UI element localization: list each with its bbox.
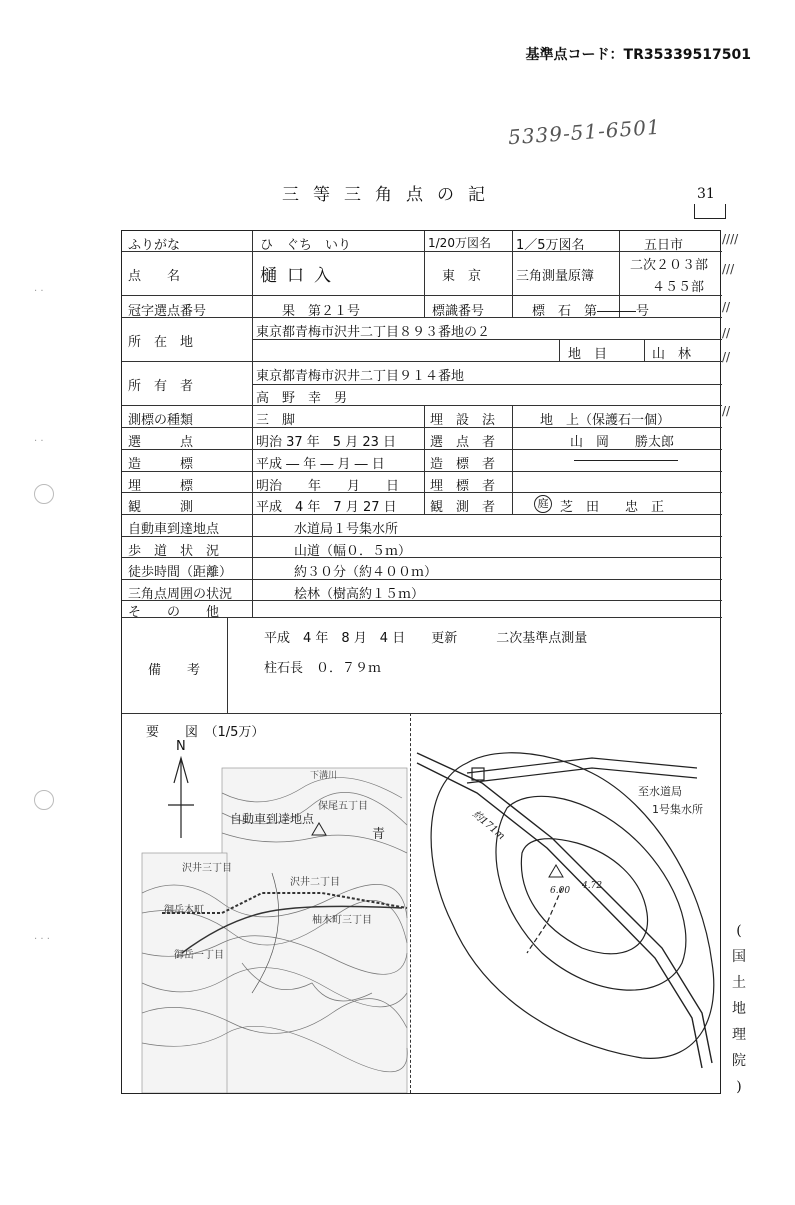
detail-label-station: 1号集水所 [652, 803, 703, 816]
marker-no-value: 標 石 第―――号 [532, 304, 650, 319]
check-mark: // [722, 326, 731, 340]
margin-dots: · · · [34, 934, 50, 945]
built-date: 平成 ― 年 ― 月 ― 日 [256, 457, 385, 472]
survey-book-value-1: 二次２０３部 [630, 258, 709, 273]
map-200k-label: 1/20万図名 [428, 236, 491, 250]
owner-label: 所 有 者 [128, 379, 194, 394]
remarks-line-1: 平成 4 年 8 月 4 日 更新 二次基準点測量 [264, 631, 588, 646]
walk-time-label: 徒歩時間（距離） [128, 565, 233, 580]
buried-label: 埋 標 [128, 479, 194, 494]
surroundings-label: 三角点周囲の状況 [128, 587, 233, 602]
punch-hole [34, 790, 54, 810]
point-name-label: 点 名 [128, 269, 181, 284]
north-label: N [176, 739, 186, 754]
page-number-bracket [694, 204, 726, 219]
map-car-point-label: 自動車到達地点 [230, 812, 315, 826]
map-label-yugi: 柚木町三丁目 [312, 915, 372, 926]
remarks-label: 備 考 [148, 663, 201, 678]
burier-label: 埋 標 者 [430, 479, 496, 494]
detail-label-600: 6.00 [550, 886, 571, 896]
map-label-mitake-honcho: 御岳本町 [164, 905, 204, 916]
selected-date: 明治 37 年 5 月 23 日 [256, 435, 397, 450]
sketch-label: 要 図 （1/5万） [146, 725, 265, 740]
built-label: 造 標 [128, 457, 194, 472]
check-mark: // [722, 404, 731, 418]
margin-dots: · · [34, 436, 44, 447]
margin-dots: · · [34, 286, 44, 297]
owner-name: 高 野 幸 男 [256, 391, 348, 406]
check-mark: // [722, 300, 731, 314]
builder-label: 造 標 者 [430, 457, 496, 472]
kanji-no-value: 果 第２１号 [282, 304, 361, 319]
path-label: 歩 道 状 況 [128, 544, 220, 559]
check-mark: // [722, 350, 731, 364]
gsi-vertical-text: ( 国 土 地 理 院 ) [732, 923, 746, 1095]
map-label-mitake1: 御岳一丁目 [174, 950, 224, 961]
beacon-type-value: 三 脚 [256, 413, 296, 428]
handwritten-number: 5339-51-6501 [507, 114, 662, 150]
other-label: そ の 他 [128, 605, 220, 620]
map-label-sawai3: 沢井三丁目 [182, 863, 232, 874]
map-label-ao: 青 [372, 827, 386, 842]
detail-label-distance: 約171m [470, 808, 507, 843]
land-category-label: 地 目 [568, 347, 608, 362]
kanji-no-label: 冠字選点番号 [128, 304, 207, 319]
buried-date: 明治 年 月 日 [256, 479, 400, 494]
beacon-type-label: 測標の種類 [128, 413, 194, 428]
detail-sketch [417, 753, 714, 1068]
map-50k-label: 1／5万図名 [516, 238, 585, 253]
map-label-hoo: 保尾五丁目 [318, 801, 368, 812]
selected-label: 選 点 [128, 435, 194, 450]
reference-point-code: 基準点コード：TR35339517501 [525, 47, 751, 63]
burial-method-label: 埋 設 法 [430, 413, 496, 428]
punch-hole [34, 484, 54, 504]
burial-method-value: 地 上（保護石一個） [540, 413, 671, 428]
point-name-value: 樋口入 [260, 266, 341, 286]
car-point-value: 水道局１号集水所 [294, 522, 399, 537]
detail-triangulation-icon [549, 865, 563, 877]
map-200k-value: 東 京 [442, 269, 482, 284]
furigana-value: ひ ぐち いり [260, 238, 352, 253]
selector-label: 選 点 者 [430, 435, 496, 450]
survey-book-value-2: ４５５部 [652, 280, 705, 295]
record-form [121, 230, 721, 1094]
sketch-drawing [122, 713, 720, 1093]
remarks-line-2: 柱石長 ０．７９ｍ [264, 661, 382, 676]
check-mark: //// [722, 232, 739, 246]
observer-seal: 庭 [534, 495, 552, 513]
path-value: 山道（幅０．５ｍ） [294, 544, 412, 559]
page-number: 31 [697, 186, 715, 202]
owner-address: 東京都青梅市沢井二丁目９１４番地 [256, 369, 465, 384]
detail-label-472: 4.72 [582, 881, 603, 891]
observer-name: 芝 田 忠 正 [560, 500, 665, 515]
page-title: 三等三角点の記 [282, 185, 499, 205]
observed-date: 平成 4 年 7 月 27 日 [256, 500, 397, 515]
map-50k-value: 五日市 [644, 238, 684, 253]
observer-label: 観 測 者 [430, 500, 496, 515]
map-label-river: 下溝川 [310, 771, 338, 781]
survey-book-label: 三角測量原簿 [516, 269, 595, 284]
builder-name: ―――――――― [574, 453, 678, 468]
selector-name: 山 岡 勝太郎 [570, 435, 675, 450]
furigana-label: ふりがな [128, 238, 181, 253]
observed-label: 観 測 [128, 500, 194, 515]
location-value: 東京都青梅市沢井二丁目８９３番地の２ [256, 325, 491, 340]
map-label-sawai2: 沢井二丁目 [290, 877, 340, 888]
marker-no-label: 標識番号 [432, 304, 485, 319]
car-point-label: 自動車到達地点 [128, 522, 220, 537]
surroundings-value: 桧林（樹高約１５ｍ） [294, 587, 425, 602]
north-arrow-icon [168, 758, 194, 838]
check-mark: /// [722, 262, 735, 276]
location-label: 所 在 地 [128, 335, 194, 350]
walk-time-value: 約３０分（約４００ｍ） [294, 565, 438, 580]
detail-label-to: 至水道局 [638, 785, 682, 798]
land-category-value: 山 林 [652, 347, 692, 362]
